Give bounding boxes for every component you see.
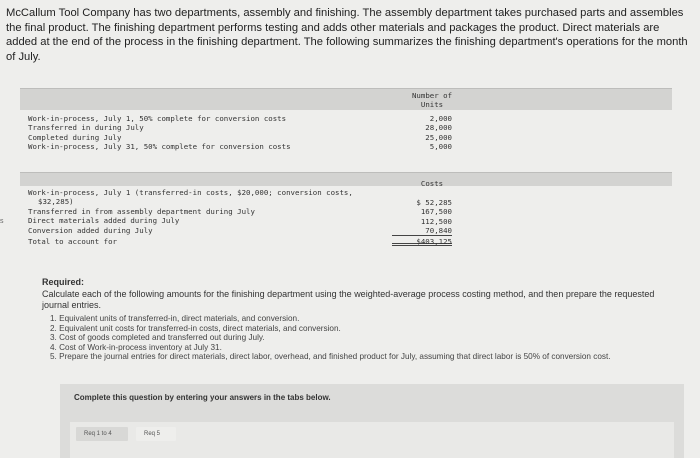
answer-tabs bbox=[70, 422, 674, 458]
costs-row-label-cont: $32,285) bbox=[38, 197, 74, 207]
costs-row-label: Conversion added during July bbox=[28, 225, 153, 235]
costs-row-label: Direct materials added during July bbox=[28, 216, 180, 226]
side-mark: s bbox=[0, 218, 4, 225]
costs-row-value: 167,500 bbox=[420, 207, 452, 217]
costs-total-value: $403,125 bbox=[392, 237, 452, 246]
costs-row-label: Transferred in from assembly department during July bbox=[28, 206, 255, 216]
answer-panel bbox=[60, 384, 684, 458]
required-item: 4. Cost of Work-in-process inventory at July 31. bbox=[50, 342, 222, 352]
costs-table-header-bar bbox=[20, 172, 672, 186]
required-item: 3. Cost of goods completed and transferred out during July. bbox=[50, 333, 265, 343]
units-row-value: 2,000 bbox=[429, 114, 452, 123]
costs-row-value: 70,840 bbox=[392, 226, 452, 235]
required-section bbox=[42, 277, 682, 312]
units-row-label: Completed during July bbox=[28, 132, 122, 142]
costs-row-value: 112,500 bbox=[420, 216, 452, 226]
units-row-label: Transferred in during July bbox=[28, 123, 144, 133]
units-table-header-bar bbox=[20, 88, 672, 110]
costs-table bbox=[20, 172, 672, 258]
tab-req-1-to-4[interactable]: Req 1 to 4 bbox=[76, 427, 128, 441]
units-header-line1: Number of bbox=[411, 91, 453, 100]
required-heading: Required: bbox=[42, 277, 85, 287]
units-row-value: 5,000 bbox=[429, 142, 452, 152]
units-header-line2: Units bbox=[420, 100, 444, 109]
problem-intro: McCallum Tool Company has two departments, assembly and finishing. The assembly department takes purchased parts and assembles the final product. The finishing department performs testing and adds other materials and packages the product. Direct materials are added at the end of the process in the finishing department. The following summarizes the finishing department's operations for the month of July. bbox=[6, 7, 688, 63]
required-item: 1. Equivalent units of transferred-in, direct materials, and conversion. bbox=[50, 314, 300, 323]
required-body: Calculate each of the following amounts for the finishing department using the weighted-average process costing method, and then prepare the requested journal entries. bbox=[42, 288, 655, 310]
units-table bbox=[20, 88, 672, 160]
required-list bbox=[50, 314, 680, 362]
required-item: 5. Prepare the journal entries for direct materials, direct labor, overhead, and finished product for July, assuming that direct labor is 50% of conversion cost. bbox=[50, 352, 611, 362]
required-item: 2. Equivalent unit costs for transferred-in costs, direct materials, and conversion. bbox=[50, 323, 341, 333]
costs-total-label: Total to account for bbox=[28, 236, 117, 246]
panel-instruction: Complete this question by entering your answers in the tabs below. bbox=[74, 393, 331, 402]
units-row-label: Work-in-process, July 1, 50% complete for conversion costs bbox=[28, 114, 287, 123]
costs-column-header: Costs bbox=[420, 179, 444, 188]
units-row-value: 28,000 bbox=[425, 123, 452, 133]
tab-req-5[interactable]: Req 5 bbox=[136, 427, 176, 441]
units-row-value: 25,000 bbox=[425, 132, 452, 142]
units-row-label: Work-in-process, July 31, 50% complete for conversion costs bbox=[28, 142, 291, 152]
costs-row-value: $ 52,285 bbox=[416, 198, 452, 207]
units-column-header bbox=[402, 91, 462, 109]
costs-row-label: Work-in-process, July 1 (transferred-in costs, $20,000; conversion costs, bbox=[28, 188, 353, 197]
